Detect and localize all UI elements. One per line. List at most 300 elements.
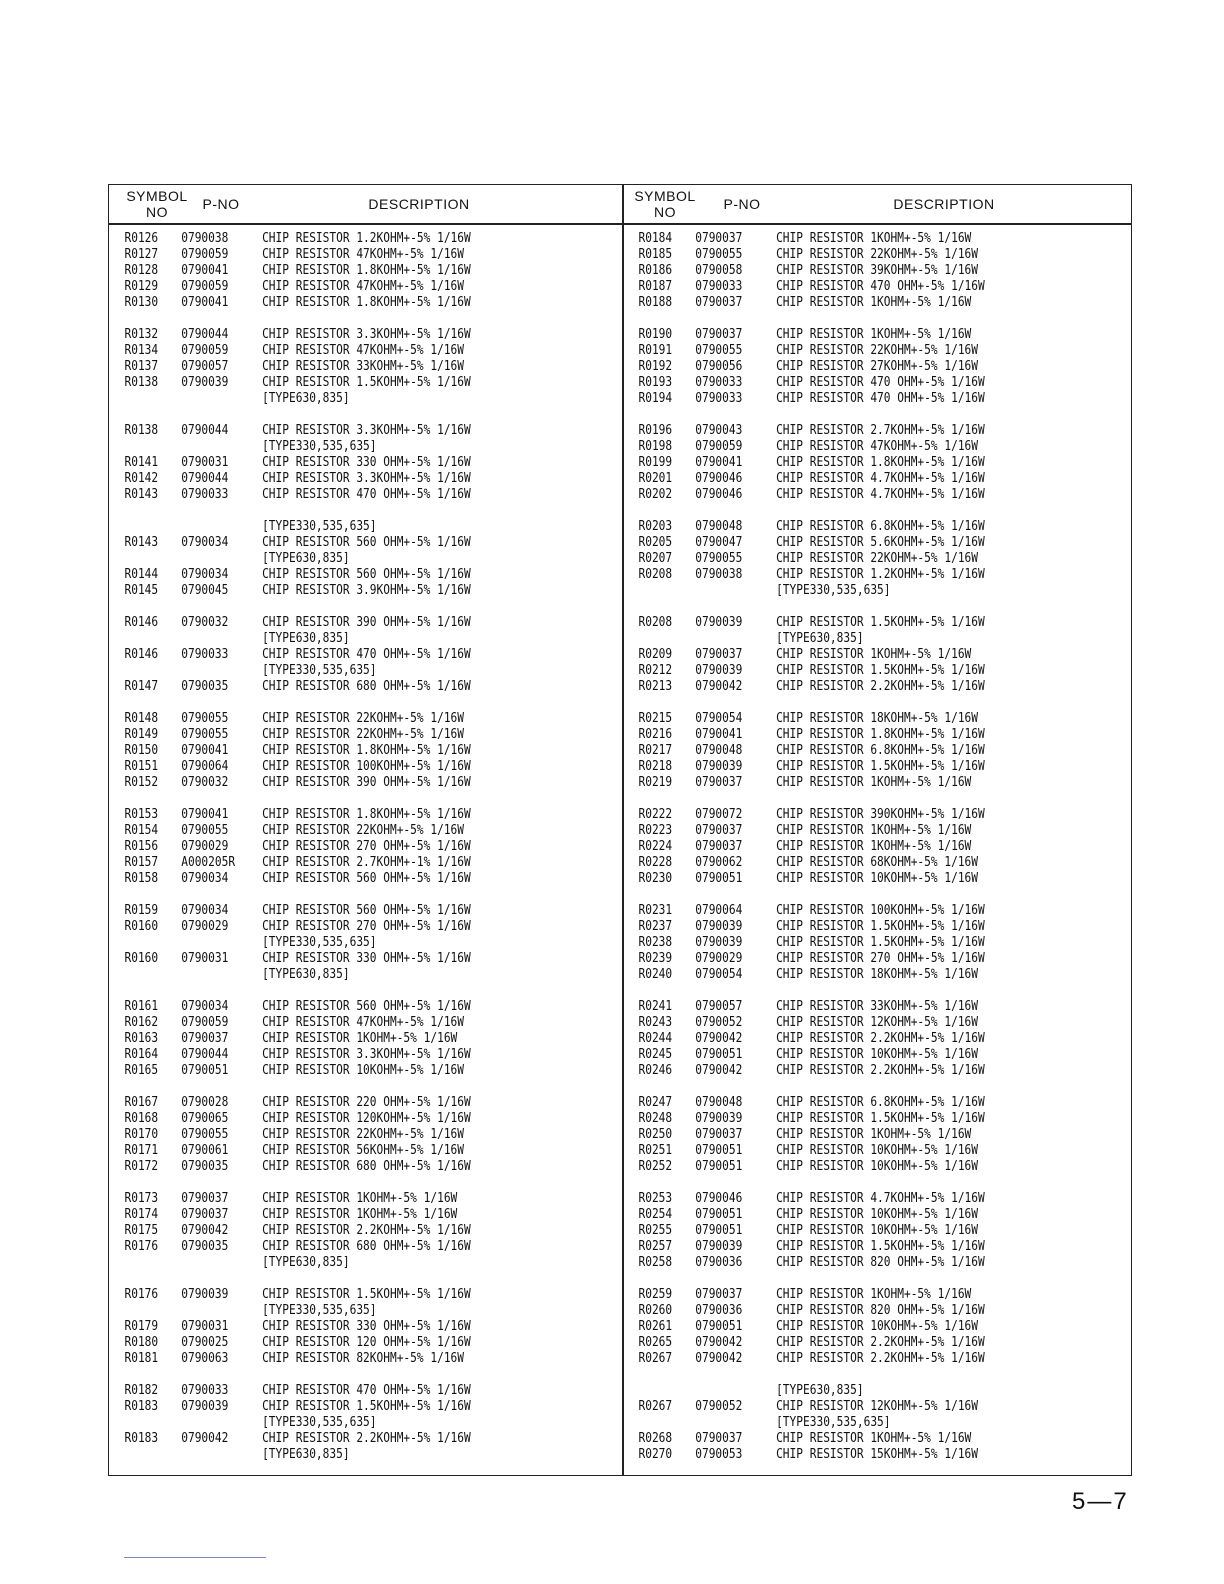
table-row (109, 807, 549, 823)
part-number-cell: 0790033 (181, 487, 229, 502)
parts-group (623, 999, 1135, 1079)
parts-group (623, 1287, 1135, 1367)
part-number-cell: 0790032 (181, 775, 229, 790)
table-row (623, 279, 1063, 295)
symbol-no-cell: R0174 (124, 1207, 159, 1222)
symbol-no-cell: R0134 (124, 343, 159, 358)
table-row (623, 727, 1063, 743)
part-number-cell: 0790041 (695, 727, 743, 742)
symbol-no-cell: R0203 (638, 519, 673, 534)
header-symbol-right: SYMBOL NO (634, 188, 696, 220)
part-number-cell: 0790033 (181, 647, 229, 662)
description-cell: CHIP RESISTOR 2.2KOHM+-5% 1/16W (262, 1223, 471, 1238)
table-row (623, 1447, 1063, 1463)
description-cell: CHIP RESISTOR 1.5KOHM+-5% 1/16W (776, 759, 985, 774)
symbol-no-cell: R0175 (124, 1223, 159, 1238)
description-cell: CHIP RESISTOR 680 OHM+-5% 1/16W (262, 679, 471, 694)
table-row (109, 327, 549, 343)
part-number-cell: 0790051 (695, 1223, 743, 1238)
part-number-cell: 0790037 (181, 1207, 229, 1222)
part-number-cell: 0790035 (181, 1239, 229, 1254)
description-cell: CHIP RESISTOR 33KOHM+-5% 1/16W (776, 999, 979, 1014)
table-row (109, 855, 549, 871)
table-row (623, 1415, 1063, 1431)
description-cell: CHIP RESISTOR 15KOHM+-5% 1/16W (776, 1447, 979, 1462)
symbol-no-cell: R0199 (638, 455, 673, 470)
description-cell: CHIP RESISTOR 270 OHM+-5% 1/16W (262, 919, 471, 934)
symbol-no-cell: R0143 (124, 535, 159, 550)
table-row (623, 391, 1063, 407)
description-cell: [TYPE630,835] (262, 1255, 350, 1270)
symbol-no-cell: R0158 (124, 871, 159, 886)
symbol-no-cell: R0149 (124, 727, 159, 742)
symbol-no-cell: R0217 (638, 743, 673, 758)
table-row (109, 967, 549, 983)
symbol-no-cell: R0237 (638, 919, 673, 934)
part-number-cell: 0790051 (695, 1143, 743, 1158)
description-cell: [TYPE630,835] (776, 631, 864, 646)
part-number-cell: 0790033 (695, 279, 743, 294)
table-row (623, 375, 1063, 391)
part-number-cell: 0790041 (181, 743, 229, 758)
footer-rule (124, 1557, 266, 1558)
table-row (109, 1159, 549, 1175)
part-number-cell: 0790039 (695, 935, 743, 950)
description-cell: CHIP RESISTOR 470 OHM+-5% 1/16W (776, 391, 985, 406)
table-row (109, 567, 549, 583)
symbol-no-cell: R0172 (124, 1159, 159, 1174)
part-number-cell: 0790025 (181, 1335, 229, 1350)
description-cell: CHIP RESISTOR 1.2KOHM+-5% 1/16W (262, 231, 471, 246)
part-number-cell: 0790055 (181, 727, 229, 742)
description-cell: CHIP RESISTOR 1KOHM+-5% 1/16W (776, 839, 972, 854)
symbol-no-cell: R0243 (638, 1015, 673, 1030)
part-number-cell: 0790028 (181, 1095, 229, 1110)
part-number-cell: 0790052 (695, 1015, 743, 1030)
description-cell: CHIP RESISTOR 4.7KOHM+-5% 1/16W (776, 471, 985, 486)
part-number-cell: 0790041 (695, 455, 743, 470)
symbol-no-cell: R0126 (124, 231, 159, 246)
table-row (623, 1191, 1063, 1207)
description-cell: CHIP RESISTOR 3.9KOHM+-5% 1/16W (262, 583, 471, 598)
description-cell: CHIP RESISTOR 18KOHM+-5% 1/16W (776, 711, 979, 726)
table-row (109, 823, 549, 839)
part-number-cell: 0790039 (181, 375, 229, 390)
description-cell: CHIP RESISTOR 22KOHM+-5% 1/16W (262, 1127, 465, 1142)
part-number-cell: 0790051 (695, 1159, 743, 1174)
description-cell: CHIP RESISTOR 560 OHM+-5% 1/16W (262, 903, 471, 918)
symbol-no-cell: R0267 (638, 1399, 673, 1414)
symbol-no-cell: R0223 (638, 823, 673, 838)
description-cell: CHIP RESISTOR 1.2KOHM+-5% 1/16W (776, 567, 985, 582)
description-cell: [TYPE330,535,635] (776, 583, 891, 598)
table-row (109, 1143, 549, 1159)
table-row (623, 807, 1063, 823)
description-cell: CHIP RESISTOR 270 OHM+-5% 1/16W (262, 839, 471, 854)
table-row (109, 391, 549, 407)
table-row (623, 1127, 1063, 1143)
description-cell: CHIP RESISTOR 2.2KOHM+-5% 1/16W (776, 1351, 985, 1366)
part-number-cell: 0790037 (181, 1031, 229, 1046)
description-cell: CHIP RESISTOR 560 OHM+-5% 1/16W (262, 567, 471, 582)
part-number-cell: 0790047 (695, 535, 743, 550)
table-row (109, 615, 549, 631)
description-cell: CHIP RESISTOR 1KOHM+-5% 1/16W (262, 1207, 458, 1222)
symbol-no-cell: R0181 (124, 1351, 159, 1366)
description-cell: CHIP RESISTOR 56KOHM+-5% 1/16W (262, 1143, 465, 1158)
symbol-no-cell: R0148 (124, 711, 159, 726)
symbol-no-cell: R0228 (638, 855, 673, 870)
description-cell: CHIP RESISTOR 1.5KOHM+-5% 1/16W (776, 935, 985, 950)
description-cell: CHIP RESISTOR 6.8KOHM+-5% 1/16W (776, 519, 985, 534)
part-number-cell: 0790039 (695, 1111, 743, 1126)
description-cell: CHIP RESISTOR 1.5KOHM+-5% 1/16W (776, 1239, 985, 1254)
table-row (109, 1239, 549, 1255)
table-row (623, 759, 1063, 775)
part-number-cell: 0790042 (695, 1031, 743, 1046)
symbol-no-cell: R0164 (124, 1047, 159, 1062)
symbol-no-cell: R0192 (638, 359, 673, 374)
part-number-cell: 0790058 (695, 263, 743, 278)
part-number-cell: 0790059 (181, 247, 229, 262)
description-cell: CHIP RESISTOR 1.8KOHM+-5% 1/16W (776, 727, 985, 742)
part-number-cell: 0790061 (181, 1143, 229, 1158)
symbol-no-cell: R0153 (124, 807, 159, 822)
table-row (109, 1415, 549, 1431)
symbol-no-cell: R0138 (124, 375, 159, 390)
parts-group (109, 615, 621, 695)
description-cell: CHIP RESISTOR 1KOHM+-5% 1/16W (776, 231, 972, 246)
part-number-cell: 0790041 (181, 263, 229, 278)
description-cell: [TYPE330,535,635] (776, 1415, 891, 1430)
description-cell: CHIP RESISTOR 470 OHM+-5% 1/16W (776, 279, 985, 294)
table-row (109, 935, 549, 951)
description-cell: CHIP RESISTOR 1.5KOHM+-5% 1/16W (262, 1287, 471, 1302)
symbol-no-cell: R0161 (124, 999, 159, 1014)
table-row (623, 1303, 1063, 1319)
table-row (623, 359, 1063, 375)
description-cell: CHIP RESISTOR 1KOHM+-5% 1/16W (776, 327, 972, 342)
table-row (109, 343, 549, 359)
symbol-no-cell: R0157 (124, 855, 159, 870)
part-number-cell: 0790048 (695, 743, 743, 758)
table-row (623, 519, 1063, 535)
description-cell: CHIP RESISTOR 1KOHM+-5% 1/16W (776, 1287, 972, 1302)
symbol-no-cell: R0209 (638, 647, 673, 662)
table-row (109, 1111, 549, 1127)
parts-group (623, 327, 1135, 407)
symbol-no-cell: R0160 (124, 919, 159, 934)
description-cell: CHIP RESISTOR 1KOHM+-5% 1/16W (262, 1191, 458, 1206)
part-number-cell: 0790055 (695, 247, 743, 262)
description-cell: CHIP RESISTOR 2.2KOHM+-5% 1/16W (776, 679, 985, 694)
part-number-cell: 0790031 (181, 951, 229, 966)
symbol-no-cell: R0246 (638, 1063, 673, 1078)
table-row (109, 439, 549, 455)
description-cell: CHIP RESISTOR 22KOHM+-5% 1/16W (262, 823, 465, 838)
description-cell: CHIP RESISTOR 10KOHM+-5% 1/16W (262, 1063, 465, 1078)
table-row (623, 455, 1063, 471)
table-row (109, 487, 549, 503)
description-cell: CHIP RESISTOR 820 OHM+-5% 1/16W (776, 1303, 985, 1318)
description-cell: CHIP RESISTOR 470 OHM+-5% 1/16W (262, 487, 471, 502)
parts-group (623, 1383, 1135, 1463)
table-row (623, 295, 1063, 311)
part-number-cell: 0790035 (181, 1159, 229, 1174)
description-cell: CHIP RESISTOR 120 OHM+-5% 1/16W (262, 1335, 471, 1350)
table-row (623, 343, 1063, 359)
symbol-no-cell: R0238 (638, 935, 673, 950)
description-cell: CHIP RESISTOR 1KOHM+-5% 1/16W (776, 1431, 972, 1446)
description-cell: CHIP RESISTOR 1.8KOHM+-5% 1/16W (262, 743, 471, 758)
symbol-no-cell: R0239 (638, 951, 673, 966)
description-cell: CHIP RESISTOR 18KOHM+-5% 1/16W (776, 967, 979, 982)
symbol-no-cell: R0162 (124, 1015, 159, 1030)
table-row (109, 1383, 549, 1399)
table-row (109, 1287, 549, 1303)
symbol-no-cell: R0176 (124, 1287, 159, 1302)
table-row (623, 583, 1063, 599)
part-number-cell: 0790034 (181, 567, 229, 582)
symbol-no-cell: R0143 (124, 487, 159, 502)
description-cell: CHIP RESISTOR 680 OHM+-5% 1/16W (262, 1159, 471, 1174)
description-cell: CHIP RESISTOR 68KOHM+-5% 1/16W (776, 855, 979, 870)
description-cell: CHIP RESISTOR 22KOHM+-5% 1/16W (776, 551, 979, 566)
part-number-cell: 0790042 (181, 1223, 229, 1238)
symbol-no-cell: R0219 (638, 775, 673, 790)
description-cell: [TYPE330,535,635] (262, 663, 377, 678)
description-cell: CHIP RESISTOR 22KOHM+-5% 1/16W (776, 247, 979, 262)
part-number-cell: 0790063 (181, 1351, 229, 1366)
description-cell: CHIP RESISTOR 3.3KOHM+-5% 1/16W (262, 471, 471, 486)
symbol-no-cell: R0218 (638, 759, 673, 774)
symbol-no-cell: R0141 (124, 455, 159, 470)
part-number-cell: 0790062 (695, 855, 743, 870)
symbol-no-cell: R0257 (638, 1239, 673, 1254)
table-row (109, 727, 549, 743)
part-number-cell: 0790057 (181, 359, 229, 374)
symbol-no-cell: R0193 (638, 375, 673, 390)
part-number-cell: 0790042 (695, 1351, 743, 1366)
table-row (109, 743, 549, 759)
parts-group (109, 999, 621, 1079)
symbol-no-cell: R0259 (638, 1287, 673, 1302)
description-cell: CHIP RESISTOR 2.2KOHM+-5% 1/16W (776, 1063, 985, 1078)
part-number-cell: 0790037 (695, 231, 743, 246)
table-row (109, 295, 549, 311)
table-row (623, 1047, 1063, 1063)
symbol-no-cell: R0167 (124, 1095, 159, 1110)
table-row (623, 647, 1063, 663)
table-row (623, 631, 1063, 647)
description-cell: [TYPE630,835] (262, 631, 350, 646)
symbol-no-cell: R0261 (638, 1319, 673, 1334)
table-row (623, 663, 1063, 679)
part-number-cell: 0790038 (181, 231, 229, 246)
description-cell: CHIP RESISTOR 27KOHM+-5% 1/16W (776, 359, 979, 374)
table-row (623, 711, 1063, 727)
symbol-no-cell: R0156 (124, 839, 159, 854)
table-row (109, 1063, 549, 1079)
parts-group (623, 903, 1135, 983)
table-row (109, 519, 549, 535)
part-number-cell: 0790034 (181, 999, 229, 1014)
description-cell: CHIP RESISTOR 560 OHM+-5% 1/16W (262, 999, 471, 1014)
symbol-no-cell: R0138 (124, 423, 159, 438)
symbol-no-cell: R0186 (638, 263, 673, 278)
description-cell: CHIP RESISTOR 330 OHM+-5% 1/16W (262, 1319, 471, 1334)
part-number-cell: 0790042 (695, 1335, 743, 1350)
symbol-no-cell: R0250 (638, 1127, 673, 1142)
part-number-cell: 0790037 (695, 295, 743, 310)
description-cell: CHIP RESISTOR 680 OHM+-5% 1/16W (262, 1239, 471, 1254)
table-row (109, 647, 549, 663)
table-row (623, 1287, 1063, 1303)
parts-group (109, 231, 621, 311)
part-number-cell: 0790039 (695, 1239, 743, 1254)
table-row (623, 967, 1063, 983)
description-cell: CHIP RESISTOR 1.8KOHM+-5% 1/16W (262, 807, 471, 822)
table-row (623, 439, 1063, 455)
description-cell: CHIP RESISTOR 330 OHM+-5% 1/16W (262, 455, 471, 470)
parts-group (109, 1191, 621, 1271)
symbol-no-cell: R0165 (124, 1063, 159, 1078)
symbol-no-cell: R0201 (638, 471, 673, 486)
description-cell: CHIP RESISTOR 1KOHM+-5% 1/16W (262, 1031, 458, 1046)
symbol-no-cell: R0159 (124, 903, 159, 918)
table-row (109, 759, 549, 775)
description-cell: CHIP RESISTOR 3.3KOHM+-5% 1/16W (262, 1047, 471, 1062)
header-description-left: DESCRIPTION (368, 196, 470, 212)
part-number-cell: 0790036 (695, 1303, 743, 1318)
part-number-cell: 0790037 (695, 839, 743, 854)
description-cell: CHIP RESISTOR 2.2KOHM+-5% 1/16W (776, 1031, 985, 1046)
part-number-cell: 0790033 (181, 1383, 229, 1398)
symbol-no-cell: R0265 (638, 1335, 673, 1350)
symbol-no-cell: R0152 (124, 775, 159, 790)
header-pno-right: P-NO (723, 196, 761, 212)
part-number-cell: 0790039 (695, 663, 743, 678)
part-number-cell: 0790054 (695, 967, 743, 982)
description-cell: [TYPE630,835] (262, 391, 350, 406)
description-cell: CHIP RESISTOR 2.2KOHM+-5% 1/16W (262, 1431, 471, 1446)
table-row (623, 919, 1063, 935)
description-cell: CHIP RESISTOR 1.8KOHM+-5% 1/16W (262, 263, 471, 278)
part-number-cell: 0790059 (181, 279, 229, 294)
table-row (623, 327, 1063, 343)
page-number: 5—7 (1072, 1488, 1129, 1515)
description-cell: CHIP RESISTOR 2.7KOHM+-1% 1/16W (262, 855, 471, 870)
description-cell: [TYPE330,535,635] (262, 1303, 377, 1318)
part-number-cell: 0790057 (695, 999, 743, 1014)
symbol-no-cell: R0208 (638, 567, 673, 582)
symbol-no-cell: R0184 (638, 231, 673, 246)
description-cell: CHIP RESISTOR 39KOHM+-5% 1/16W (776, 263, 979, 278)
part-number-cell: 0790037 (695, 1431, 743, 1446)
symbol-no-cell: R0183 (124, 1399, 159, 1414)
part-number-cell: 0790044 (181, 471, 229, 486)
part-number-cell: 0790029 (181, 919, 229, 934)
part-number-cell: 0790031 (181, 1319, 229, 1334)
table-row (109, 1047, 549, 1063)
part-number-cell: 0790041 (181, 295, 229, 310)
description-cell: CHIP RESISTOR 6.8KOHM+-5% 1/16W (776, 743, 985, 758)
part-number-cell: 0790055 (181, 711, 229, 726)
part-number-cell: 0790043 (695, 423, 743, 438)
table-row (623, 1239, 1063, 1255)
symbol-no-cell: R0127 (124, 247, 159, 262)
part-number-cell: 0790044 (181, 423, 229, 438)
symbol-no-cell: R0142 (124, 471, 159, 486)
part-number-cell: 0790046 (695, 487, 743, 502)
part-number-cell: 0790059 (695, 439, 743, 454)
description-cell: CHIP RESISTOR 1.8KOHM+-5% 1/16W (262, 295, 471, 310)
table-row (109, 455, 549, 471)
description-cell: CHIP RESISTOR 22KOHM+-5% 1/16W (776, 343, 979, 358)
part-number-cell: 0790051 (695, 1047, 743, 1062)
table-row (623, 1255, 1063, 1271)
symbol-no-cell: R0168 (124, 1111, 159, 1126)
part-number-cell: 0790039 (695, 615, 743, 630)
table-row (109, 1431, 549, 1447)
table-row (109, 951, 549, 967)
symbol-no-cell: R0258 (638, 1255, 673, 1270)
part-number-cell: 0790037 (695, 647, 743, 662)
description-cell: CHIP RESISTOR 1KOHM+-5% 1/16W (776, 1127, 972, 1142)
table-row (623, 1431, 1063, 1447)
symbol-no-cell: R0202 (638, 487, 673, 502)
description-cell: CHIP RESISTOR 1.5KOHM+-5% 1/16W (776, 663, 985, 678)
part-number-cell: 0790065 (181, 1111, 229, 1126)
part-number-cell: 0790036 (695, 1255, 743, 1270)
table-row (623, 487, 1063, 503)
description-cell: CHIP RESISTOR 10KOHM+-5% 1/16W (776, 1207, 979, 1222)
symbol-no-cell: R0151 (124, 759, 159, 774)
symbol-no-cell: R0183 (124, 1431, 159, 1446)
table-row (623, 743, 1063, 759)
parts-group (623, 711, 1135, 791)
symbol-no-cell: R0173 (124, 1191, 159, 1206)
symbol-no-cell: R0171 (124, 1143, 159, 1158)
description-cell: CHIP RESISTOR 1.5KOHM+-5% 1/16W (776, 1111, 985, 1126)
table-row (109, 663, 549, 679)
symbol-no-cell: R0188 (638, 295, 673, 310)
part-number-cell: 0790064 (181, 759, 229, 774)
description-cell: [TYPE330,535,635] (262, 935, 377, 950)
table-row (623, 1207, 1063, 1223)
part-number-cell: 0790034 (181, 535, 229, 550)
part-number-cell: 0790032 (181, 615, 229, 630)
parts-group (623, 615, 1135, 695)
part-number-cell: 0790035 (181, 679, 229, 694)
part-number-cell: 0790039 (695, 919, 743, 934)
symbol-no-cell: R0190 (638, 327, 673, 342)
description-cell: CHIP RESISTOR 10KOHM+-5% 1/16W (776, 1159, 979, 1174)
table-row (623, 1351, 1063, 1367)
description-cell: CHIP RESISTOR 1KOHM+-5% 1/16W (776, 647, 972, 662)
table-row (109, 679, 549, 695)
description-cell: CHIP RESISTOR 820 OHM+-5% 1/16W (776, 1255, 985, 1270)
part-number-cell: 0790052 (695, 1399, 743, 1414)
part-number-cell: 0790055 (181, 823, 229, 838)
table-row (623, 423, 1063, 439)
description-cell: CHIP RESISTOR 82KOHM+-5% 1/16W (262, 1351, 465, 1366)
parts-group (623, 423, 1135, 503)
table-row (109, 231, 549, 247)
table-row (109, 1447, 549, 1463)
part-number-cell: 0790034 (181, 871, 229, 886)
table-row (109, 551, 549, 567)
